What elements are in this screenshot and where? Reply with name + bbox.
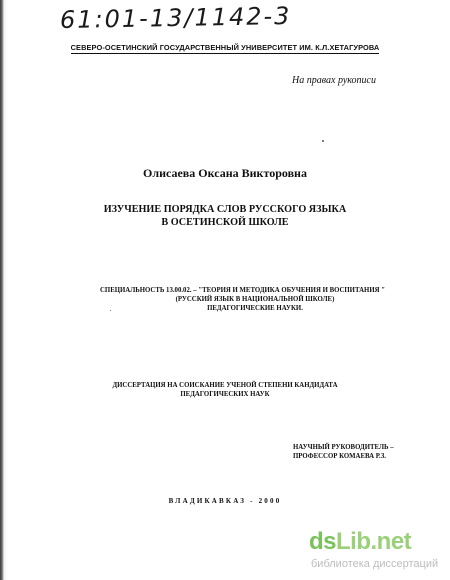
manuscript-rights-note: На правах рукописи [292,75,376,86]
logo-rest: Lib.net [336,528,412,555]
specialty-line-2: (РУССКИЙ ЯЗЫК В НАЦИОНАЛЬНОЙ ШКОЛЕ) [175,296,335,303]
handwritten-archive-number: 61:01-13/1142-3 [59,1,292,35]
logo-prefix: ds [309,528,337,555]
dissertation-degree-block [0,381,450,399]
city-year: ВЛАДИКАВКАЗ - 2000 [168,497,282,505]
title-line-2: В ОСЕТИНСКОЙ ШКОЛЕ [161,217,289,228]
title-line-1: ИЗУЧЕНИЕ ПОРЯДКА СЛОВ РУССКОГО ЯЗЫКА [103,204,347,215]
degree-line-2: ПЕДАГОГИЧЕСКИХ НАУК [180,391,270,398]
degree-line-1: ДИССЕРТАЦИЯ НА СОИСКАНИЕ УЧЕНОЙ СТЕПЕНИ КАНДИДАТА [112,382,338,389]
dslib-logo [309,528,411,556]
supervisor-block [293,443,394,461]
specialty-block [100,286,430,313]
author-name: Олисаева Оксана Викторовна [143,166,307,180]
scan-speck [110,310,111,311]
watermark-caption: библиотека диссертаций [311,558,439,570]
specialty-line-1: СПЕЦИАЛЬНОСТЬ 13.00.02. – "ТЕОРИЯ И МЕТОДИКА ОБУЧЕНИЯ И ВОСПИТАНИЯ " [100,287,386,294]
supervisor-line-2: ПРОФЕССОР КОМАЕВА Р.З. [293,453,386,460]
dslib-watermark[interactable] [309,528,444,576]
specialty-line-3: ПЕДАГОГИЧЕСКИЕ НАУКИ. [207,305,303,312]
supervisor-line-1: НАУЧНЫЙ РУКОВОДИТЕЛЬ – [293,444,394,451]
university-header [0,43,450,52]
dissertation-title [0,203,450,229]
university-name: СЕВЕРО-ОСЕТИНСКИЙ ГОСУДАРСТВЕННЫЙ УНИВЕРСИТЕТ ИМ. К.Л.ХЕТАГУРОВА [70,43,380,52]
scan-speck [322,140,324,142]
